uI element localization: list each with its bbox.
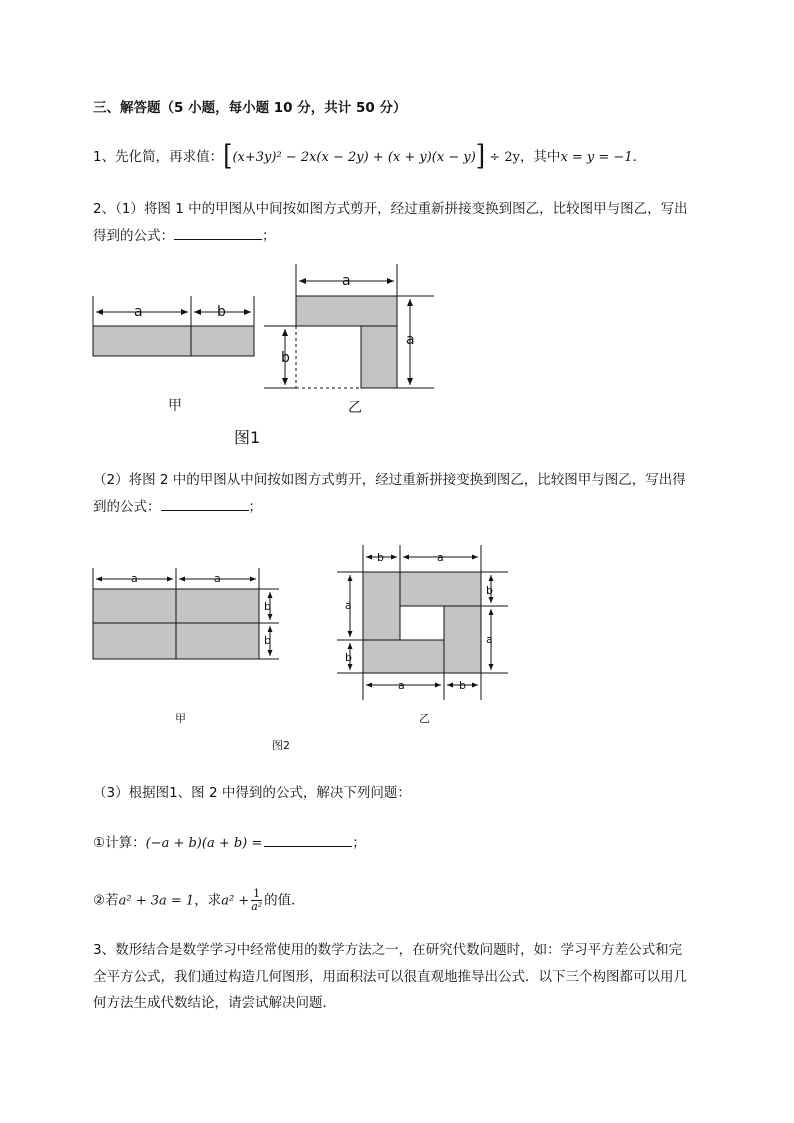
fig2-yi-label-a-bottom: a bbox=[398, 679, 405, 692]
fig2-yi-label-b-right: b bbox=[486, 584, 493, 597]
fig1-yi-label-a: a bbox=[342, 273, 351, 289]
sub2-condition: a² + 3a = 1 bbox=[118, 893, 195, 909]
fig2-yi-label-a-top: a bbox=[437, 551, 444, 564]
q1-where: ，其中 bbox=[519, 149, 561, 165]
sub2-end: 的值． bbox=[264, 892, 305, 909]
q2-sub1 bbox=[93, 834, 366, 853]
fig2-yi-label-a-right: a bbox=[486, 633, 493, 646]
sub2-mid: ，求 bbox=[194, 892, 222, 909]
q3-line3: 何方法生成代数结论，请尝试解决问题． bbox=[93, 995, 336, 1011]
q1-divisor: ÷ 2y bbox=[489, 150, 520, 165]
fig1-jia-rect bbox=[93, 326, 254, 356]
q1-prefix: 1、先化简，再求值： bbox=[93, 149, 224, 165]
q2-part2-label: 到的公式： bbox=[93, 499, 161, 515]
fig2-jia-label-b2: b bbox=[264, 634, 271, 647]
q2-part1-line1: 2、（1）将图 1 中的甲图从中间按如图方式剪开，经过重新拼接变换到图乙，比较图甲与图乙，写出 bbox=[93, 201, 688, 217]
fig1-yi-right bbox=[361, 326, 397, 388]
q1-end: ． bbox=[632, 149, 647, 165]
fig1-yi-label-a-right: a bbox=[406, 332, 415, 348]
fig1-label-b: b bbox=[217, 304, 226, 320]
q1-expr-text: (x+3y)² − 2x(x − 2y) + (x + y)(x − y) bbox=[232, 150, 476, 165]
semicolon-2: ； bbox=[248, 499, 262, 515]
q2-part2-line2 bbox=[93, 498, 262, 516]
semicolon: ； bbox=[262, 228, 276, 244]
sub2-expression: a² + bbox=[221, 893, 250, 909]
figure-1-caption: 图1 bbox=[234, 428, 261, 447]
fig2-yi-label-b-bottom: b bbox=[459, 679, 466, 692]
fig2-yi-label-b-left: b bbox=[345, 651, 352, 664]
fig1-jia-caption: 甲 bbox=[168, 398, 182, 414]
fig1-yi-caption: 乙 bbox=[348, 400, 362, 416]
q2-part1-label: 得到的公式： bbox=[93, 228, 174, 244]
fig2-jia-caption: 甲 bbox=[175, 712, 186, 725]
fig2-yi-label-b-top: b bbox=[377, 551, 384, 564]
fig1-yi-top bbox=[296, 296, 397, 326]
figure-2-caption: 图2 bbox=[272, 739, 290, 752]
sub1-expression: (−a + b)(a + b) = bbox=[145, 836, 263, 851]
q2-sub2 bbox=[93, 888, 305, 913]
q3-line1: 3、数形结合是数学学习中经常使用的数学方法之一，在研究代数问题时，如：学习平方差公式和完 bbox=[93, 942, 683, 958]
fig2-yi-hole bbox=[400, 606, 444, 640]
q2-part2-line1: （2）将图 2 中的甲图从中间按如图方式剪开，经过重新拼接变换到图乙，比较图甲与图乙，写出得 bbox=[93, 472, 686, 488]
fig2-yi-caption: 乙 bbox=[419, 712, 430, 725]
fig2-jia-label-b1: b bbox=[264, 600, 271, 613]
sub2-prefix: ②若 bbox=[93, 892, 119, 909]
fig1-label-a: a bbox=[134, 304, 143, 320]
sub2-fraction bbox=[251, 888, 262, 913]
fig2-jia-label-a1: a bbox=[131, 572, 138, 585]
q2-part3: （3）根据图1、图 2 中得到的公式，解决下列问题： bbox=[93, 785, 411, 801]
fig1-yi-label-b: b bbox=[281, 350, 290, 366]
semicolon-3: ； bbox=[352, 835, 366, 851]
answer-blank-3[interactable] bbox=[264, 834, 352, 847]
answer-blank-2[interactable] bbox=[161, 498, 249, 511]
fraction-denominator: a² bbox=[251, 900, 263, 913]
q1-expression: [(x+3y)² − 2x(x − 2y) + (x + y)(x − y)] ÷ 2y bbox=[223, 139, 520, 173]
fraction-numerator: 1 bbox=[253, 887, 261, 900]
fig2-jia-label-a2: a bbox=[214, 572, 221, 585]
sub1-prefix: ①计算： bbox=[93, 835, 146, 851]
q1-condition: x = y = −1 bbox=[560, 150, 633, 165]
q3-line2: 全平方公式，我们通过构造几何图形，用面积法可以很直观地推导出公式．以下三个构图都可以用几 bbox=[93, 969, 687, 985]
section-title: 三、解答题（5 小题，每小题 10 分，共计 50 分） bbox=[93, 100, 407, 116]
fig2-yi-label-a-left: a bbox=[345, 599, 352, 612]
